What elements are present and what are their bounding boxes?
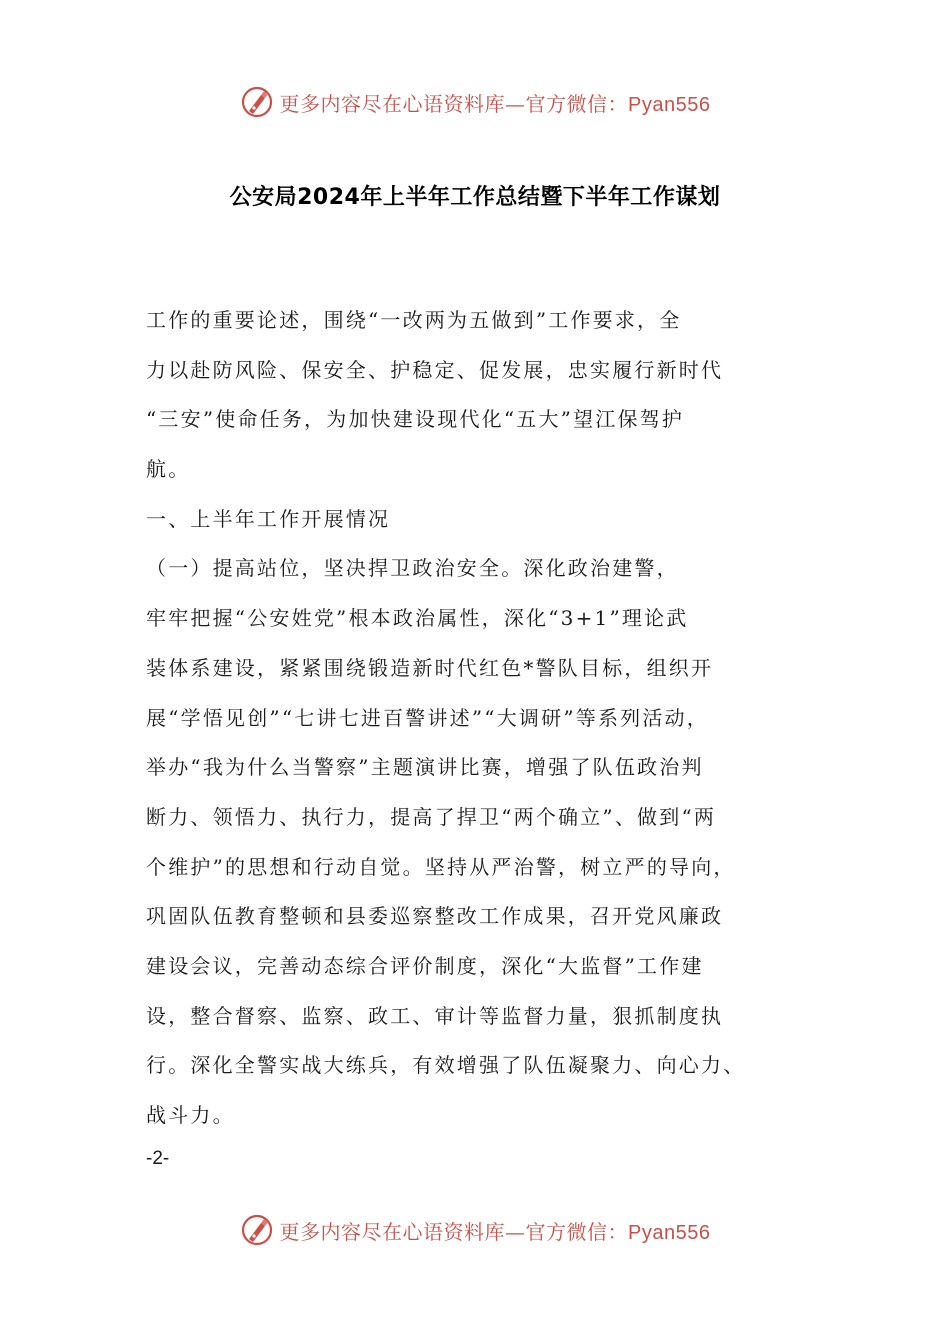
body-line: 举办“我为什么当警察”主题演讲比赛，增强了队伍政治判: [146, 755, 704, 780]
page-number: -2-: [146, 1148, 170, 1169]
section-heading: 一、上半年工作开展情况: [146, 506, 391, 531]
body-line: 巩固队伍教育整顿和县委巡察整改工作成果，召开党风廉政: [146, 904, 724, 929]
watermark-header: [0, 82, 950, 122]
body-line: 牢牢把握“公安姓党”根本政治属性，深化“3+1”理论武: [146, 606, 689, 631]
watermark-wechat-id: Pyan556: [628, 1221, 711, 1244]
body-line: 建设会议，完善动态综合评价制度，深化“大监督”工作建: [146, 953, 704, 978]
document-title: 公安局2024年上半年工作总结暨下半年工作谋划: [229, 185, 721, 210]
body-line: 断力、领悟力、执行力，提高了捍卫“两个确立”、做到“两: [146, 804, 717, 829]
body-line: 力以赴防风险、保安全、护稳定、促发展，忠实履行新时代: [146, 357, 724, 382]
body-line: 战斗力。: [146, 1103, 235, 1127]
body-line: （一）提高站位，坚决捍卫政治安全。深化政治建警，: [146, 556, 679, 581]
watermark-text: 更多内容尽在心语资料库—官方微信：Pyan556: [279, 91, 711, 116]
body-line: 工作的重要论述，围绕“一改两为五做到”工作要求，全: [146, 308, 682, 332]
body-line: 航。: [146, 457, 191, 482]
pen-nib-logo-icon: [240, 1213, 274, 1247]
body-line: “三安”使命任务，为加快建设现代化“五大”望江保驾护: [146, 407, 685, 432]
body-line: 行。深化全警实战大练兵，有效增强了队伍凝聚力、向心力、: [146, 1053, 746, 1078]
body-line: 展“学悟见创”“七讲七进百警讲述”“大调研”等系列活动，: [146, 705, 709, 730]
watermark-text: 更多内容尽在心语资料库—官方微信：Pyan556: [279, 1219, 711, 1244]
body-line: 装体系建设，紧紧围绕锻造新时代红色*警队目标，组织开: [146, 655, 714, 680]
pen-nib-logo-icon: [240, 85, 274, 119]
watermark-wechat-id: Pyan556: [628, 93, 711, 116]
body-line: 设，整合督察、监察、政工、审计等监督力量，狠抓制度执: [146, 1003, 724, 1028]
document-body: [146, 296, 786, 1141]
watermark-footer: [0, 1210, 950, 1250]
body-line: 个维护”的思想和行动自觉。坚持从严治警，树立严的导向，: [146, 854, 736, 879]
